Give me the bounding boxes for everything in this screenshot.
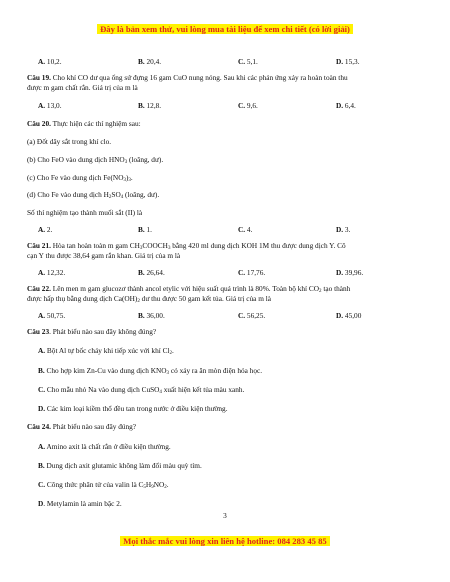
question-21: Câu 21. Hòa tan hoàn toàn m gam $CH_3COOCH_3$ bằng 420 ml dung dịch KOH 1M thu được dung dịch Y. Cô bbox=[27, 241, 346, 251]
q24-option-b: B. Dung dịch axit glutamic không làm đổi màu quỳ tím. bbox=[38, 461, 202, 470]
q24-option-c: C. Công thức phân tử của valin là $C_5H_9NO_2$. bbox=[38, 480, 169, 490]
q20-answer-c: C. 4. bbox=[238, 225, 253, 234]
q21-answer-b: B. 26,64. bbox=[138, 268, 165, 277]
q23-option-c: C. Cho mẫu nhỏ Na vào dung dịch CuSO$_4$ xuất hiện kết tủa màu xanh. bbox=[38, 385, 245, 395]
q19-answer-a: A. 13,0. bbox=[38, 101, 62, 110]
q23-option-a: A. Bột Al tự bốc cháy khi tiếp xúc với khí $Cl_2$. bbox=[38, 346, 174, 356]
q19-answer-c: C. 9,6. bbox=[238, 101, 258, 110]
prev-answer-c: C. 5,1. bbox=[238, 57, 258, 66]
preview-banner-text: Đây là bản xem thử, vui lòng mua tài liệu để xem chi tiết (có lời giải) bbox=[97, 24, 353, 34]
experiment-d: (d) Cho Fe vào dung dịch $H_2SO_4$ (loãng, dư). bbox=[27, 190, 160, 200]
q21-answer-a: A. 12,32. bbox=[38, 268, 66, 277]
prev-answer-d: D. 15,3. bbox=[336, 57, 360, 66]
q23-option-b: B. Cho hợp kim Zn-Cu vào dung dịch $KNO_3$ có xảy ra ăn mòn điện hóa học. bbox=[38, 366, 263, 376]
q22-answer-b: B. 36,00. bbox=[138, 311, 165, 320]
q21-answer-d: D. 39,96. bbox=[336, 268, 364, 277]
q20-answer-b: B. 1. bbox=[138, 225, 152, 234]
q24-option-a: A. Amino axit là chất rắn ở điều kiện thường. bbox=[38, 442, 171, 451]
q19-answer-d: D. 6,4. bbox=[336, 101, 356, 110]
q22-answer-d: D. 45,00 bbox=[336, 311, 362, 320]
experiment-b: (b) Cho FeO vào dung dịch $HNO_3$ (loãng, dư). bbox=[27, 155, 164, 165]
q20-answer-d: D. 3. bbox=[336, 225, 351, 234]
q23-option-d: D. Các kim loại kiềm thổ đều tan trong nước ở điều kiện thường. bbox=[38, 404, 228, 413]
prev-answer-b: B. 20,4. bbox=[138, 57, 162, 66]
preview-banner bbox=[0, 24, 450, 34]
q21-answer-c: C. 17,76. bbox=[238, 268, 266, 277]
prev-answer-a: A. 10,2. bbox=[38, 57, 62, 66]
q24-option-d: D. Metylamin là amin bậc 2. bbox=[38, 499, 122, 508]
question-21-cont: cạn Y thu được 38,64 gam rắn khan. Giá trị của m là bbox=[27, 251, 181, 260]
question-19: Câu 19. Cho khí CO dư qua ống sứ đựng 16 gam CuO nung nóng. Sau khi các phản ứng xảy ra hoàn toàn thu bbox=[27, 73, 348, 82]
q22-answer-c: C. 56,25. bbox=[238, 311, 266, 320]
question-20-prompt: Số thí nghiệm tạo thành muối sắt (II) là bbox=[27, 208, 143, 217]
question-22: Câu 22. Lên men m gam glucozơ thành ancol etylic với hiệu suất quá trình là 80%. Toàn bộ khí $CO_2$ tạo thành bbox=[27, 284, 351, 294]
q20-answer-a: A. 2. bbox=[38, 225, 53, 234]
question-23: Câu 23. Phát biểu nào sau đây không đúng? bbox=[27, 327, 157, 336]
experiment-a: (a) Đốt dây sắt trong khí clo. bbox=[27, 137, 112, 146]
hotline-banner-text: Mọi thắc mắc vui lòng xin liên hệ hotline: 084 283 45 85 bbox=[120, 536, 329, 546]
q22-answer-a: A. 50,75. bbox=[38, 311, 66, 320]
question-20: Câu 20. Thực hiện các thí nghiệm sau: bbox=[27, 119, 141, 128]
hotline-banner bbox=[0, 536, 450, 546]
question-22-cont: được hấp thụ bằng dung dịch $Ca(OH)_2$ dư thu được 50 gam kết tủa. Giá trị của m là bbox=[27, 294, 271, 304]
q19-answer-b: B. 12,8. bbox=[138, 101, 162, 110]
question-24: Câu 24. Phát biểu nào sau đây đúng? bbox=[27, 422, 137, 431]
question-19-cont: được m gam chất rắn. Giá trị của m là bbox=[27, 83, 138, 92]
page-number: 3 bbox=[223, 511, 227, 520]
experiment-c: (c) Cho Fe vào dung dịch $Fe(NO_3)_3$. bbox=[27, 173, 133, 183]
